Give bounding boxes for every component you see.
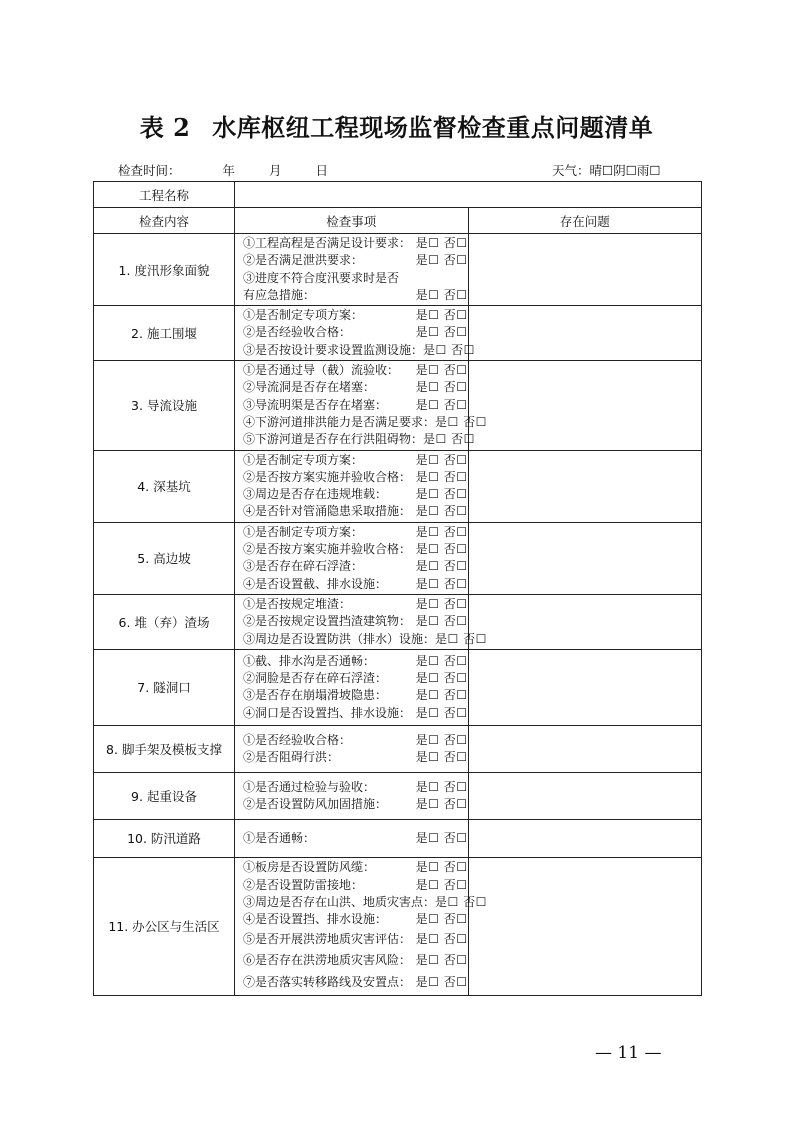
yes-no-checkboxes[interactable]: 是☐ 否☐ [415, 732, 468, 747]
check-item-text: ③是否存在崩塌滑坡隐患： [243, 688, 388, 703]
check-item-text: ④下游河道排洪能力是否满足要求： [243, 414, 436, 429]
yes-no-checkboxes[interactable]: 是☐ 否☐ [415, 452, 468, 467]
section-name: 2. 施工围堰 [94, 306, 235, 361]
yes-no-checkboxes[interactable]: 是☐ 否☐ [415, 614, 468, 629]
section-items [235, 522, 469, 594]
check-item [243, 503, 468, 520]
check-item-text: ②导流洞是否存在堵塞： [243, 380, 376, 395]
check-item [243, 779, 468, 796]
yes-no-checkboxes[interactable]: 是☐ 否☐ [415, 974, 468, 989]
check-item [243, 524, 468, 541]
check-item-text: ②洞脸是否存在碎石浮渣： [243, 671, 388, 686]
section-row [94, 725, 702, 772]
check-item-text: ③周边是否设置防洪（排水）设施： [243, 631, 436, 646]
yes-no-checkboxes[interactable]: 是☐ 否☐ [415, 542, 468, 557]
check-item [243, 576, 468, 593]
existing-problems-cell[interactable] [468, 772, 702, 819]
existing-problems-cell[interactable] [468, 234, 702, 306]
yes-no-checkboxes[interactable]: 是☐ 否☐ [423, 342, 475, 357]
check-item-text: ②是否按方案实施并验收合格： [243, 469, 412, 484]
check-item [243, 307, 468, 324]
check-item-text: ②是否满足泄洪要求： [243, 253, 364, 268]
yes-no-checkboxes[interactable]: 是☐ 否☐ [435, 414, 487, 429]
check-item-text: ①是否制定专项方案： [243, 308, 364, 323]
project-name-label: 工程名称 [94, 182, 235, 208]
check-item [243, 613, 468, 630]
yes-no-checkboxes[interactable]: 是☐ 否☐ [415, 487, 468, 502]
section-name: 6. 堆（弃）渣场 [94, 594, 235, 649]
check-item [243, 379, 468, 396]
check-item [243, 670, 468, 687]
table-title-text: 水库枢纽工程现场监督检查重点问题清单 [212, 113, 654, 142]
check-item [243, 732, 468, 749]
check-item-text: ①是否制定专项方案： [243, 524, 364, 539]
section-name: 4. 深基坑 [94, 450, 235, 522]
check-item [243, 596, 468, 613]
yes-no-checkboxes[interactable]: 是☐ 否☐ [415, 796, 468, 811]
check-item-text: ②是否阻碍行洪： [243, 749, 340, 764]
check-item [243, 270, 468, 287]
yes-no-checkboxes[interactable]: 是☐ 否☐ [415, 576, 468, 591]
check-item [243, 431, 475, 448]
section-items [235, 649, 469, 725]
section-name: 5. 高边坡 [94, 522, 235, 594]
check-item-text: ④是否针对管涌隐患采取措施： [243, 504, 412, 519]
section-name: 10. 防汛道路 [94, 819, 235, 857]
existing-problems-cell[interactable] [468, 725, 702, 772]
existing-problems-cell[interactable] [468, 594, 702, 649]
page-number: — 11 — [595, 1043, 662, 1063]
yes-no-checkboxes[interactable]: 是☐ 否☐ [415, 504, 468, 519]
yes-no-checkboxes[interactable]: 是☐ 否☐ [415, 397, 468, 412]
check-item [243, 558, 468, 575]
yes-no-checkboxes[interactable]: 是☐ 否☐ [415, 596, 468, 611]
section-items [235, 361, 487, 450]
yes-no-checkboxes[interactable]: 是☐ 否☐ [415, 469, 468, 484]
section-items [235, 725, 469, 772]
project-name-row [94, 182, 702, 208]
section-items [235, 234, 469, 306]
yes-no-checkboxes[interactable]: 是☐ 否☐ [415, 236, 468, 250]
check-item-text: ③是否按设计要求设置监测设施： [243, 342, 424, 357]
yes-no-checkboxes[interactable]: 是☐ 否☐ [415, 524, 468, 539]
yes-no-checkboxes[interactable]: 是☐ 否☐ [423, 432, 475, 447]
section-name: 8. 脚手架及模板支撑 [94, 725, 235, 772]
check-item-text: ①截、排水沟是否通畅： [243, 653, 376, 668]
yes-no-checkboxes[interactable]: 是☐ 否☐ [415, 953, 468, 968]
yes-no-checkboxes[interactable]: 是☐ 否☐ [415, 380, 468, 395]
check-item [243, 877, 468, 894]
document-title [0, 108, 793, 143]
section-row [94, 450, 702, 522]
section-name: 9. 起重设备 [94, 772, 235, 819]
check-item [243, 452, 468, 469]
section-row [94, 361, 702, 450]
check-item [243, 929, 468, 951]
header-existing-problems: 存在问题 [468, 208, 702, 234]
section-items [235, 819, 469, 857]
yes-no-checkboxes[interactable]: 是☐ 否☐ [415, 688, 468, 703]
section-row [94, 772, 702, 819]
yes-no-checkboxes[interactable]: 是☐ 否☐ [415, 253, 468, 268]
yes-no-checkboxes[interactable]: 是☐ 否☐ [415, 860, 468, 875]
yes-no-checkboxes[interactable]: 是☐ 否☐ [415, 749, 468, 764]
section-name: 3. 导流设施 [94, 361, 235, 450]
existing-problems-cell[interactable] [468, 819, 702, 857]
existing-problems-cell[interactable] [468, 649, 702, 725]
yes-no-checkboxes[interactable]: 是☐ 否☐ [435, 895, 487, 910]
header-inspection-content: 检查内容 [94, 208, 235, 234]
header-inspection-items: 检查事项 [235, 208, 469, 234]
yes-no-checkboxes[interactable]: 是☐ 否☐ [415, 877, 468, 892]
check-item-text: ②是否按方案实施并验收合格： [243, 542, 412, 557]
check-item [243, 859, 468, 876]
check-item-text: ②是否经验收合格： [243, 325, 352, 340]
table-number: 表 2 [139, 113, 191, 142]
check-item [243, 469, 468, 486]
yes-no-checkboxes[interactable]: 是☐ 否☐ [415, 287, 468, 302]
yes-no-checkboxes[interactable]: 是☐ 否☐ [415, 705, 468, 720]
yes-no-checkboxes[interactable]: 是☐ 否☐ [415, 671, 468, 686]
check-item [243, 486, 468, 503]
inspection-time [118, 161, 334, 179]
check-item-text: ④是否设置挡、排水设施： [243, 912, 388, 927]
check-item [243, 631, 487, 648]
section-items [235, 857, 487, 995]
section-row [94, 594, 702, 649]
check-item-text: ③周边是否存在违规堆载： [243, 487, 388, 502]
yes-no-checkboxes[interactable]: 是☐ 否☐ [415, 308, 468, 323]
check-item-text: ③周边是否存在山洪、地质灾害点： [243, 895, 436, 910]
section-name: 1. 度汛形象面貌 [94, 234, 235, 306]
check-item-text: ⑤下游河道是否存在行洪阻碍物： [243, 432, 424, 447]
check-item [243, 252, 468, 269]
existing-problems-cell[interactable] [468, 857, 702, 995]
yes-no-checkboxes[interactable]: 是☐ 否☐ [415, 779, 468, 794]
check-item-text: ②是否按规定设置挡渣建筑物： [243, 614, 412, 629]
section-row [94, 306, 702, 361]
check-item [243, 705, 468, 722]
check-item [243, 796, 468, 813]
yes-no-checkboxes[interactable]: 是☐ 否☐ [415, 931, 468, 946]
check-item-text: ①是否制定专项方案： [243, 452, 364, 467]
check-item [243, 687, 468, 704]
check-item [243, 362, 468, 379]
check-item-text: ①板房是否设置防风缆： [243, 860, 376, 875]
yes-no-checkboxes[interactable]: 是☐ 否☐ [435, 631, 487, 646]
check-item [243, 972, 468, 994]
yes-no-checkboxes[interactable]: 是☐ 否☐ [415, 363, 468, 378]
section-items [235, 306, 475, 361]
section-row [94, 819, 702, 857]
check-item [243, 830, 468, 847]
check-item-text: ①是否通过检验与验收： [243, 779, 376, 794]
check-item-text: ③导流明渠是否存在堵塞： [243, 397, 388, 412]
section-items [235, 772, 469, 819]
check-item [243, 287, 468, 304]
check-item-text: ④是否设置截、排水设施： [243, 576, 388, 591]
check-item [243, 414, 487, 431]
check-item-text: ④洞口是否设置挡、排水设施： [243, 705, 412, 720]
section-row [94, 234, 702, 306]
yes-no-checkboxes[interactable]: 是☐ 否☐ [415, 559, 468, 574]
existing-problems-cell[interactable] [468, 522, 702, 594]
check-item [243, 235, 468, 252]
section-items [235, 450, 469, 522]
inspection-date-placeholder: 年 月 日 [222, 163, 334, 178]
check-item-text: ①工程高程是否满足设计要求： [243, 236, 412, 250]
check-item [243, 653, 468, 670]
yes-no-checkboxes[interactable]: 是☐ 否☐ [415, 830, 468, 845]
section-row [94, 649, 702, 725]
check-item-text: ⑥是否存在洪涝地质灾害风险： [243, 953, 412, 968]
section-row [94, 522, 702, 594]
inspection-checklist-table [93, 181, 702, 996]
check-item-text: ①是否通畅： [243, 830, 316, 845]
section-name: 11. 办公区与生活区 [94, 857, 235, 995]
check-item [243, 324, 468, 341]
check-item-text: ⑦是否落实转移路线及安置点： [243, 974, 412, 989]
check-item [243, 911, 468, 928]
check-item-text: ②是否设置防风加固措施： [243, 796, 388, 811]
check-item [243, 749, 468, 766]
check-item-text: ②是否设置防雷接地： [243, 877, 364, 892]
existing-problems-cell[interactable] [468, 306, 702, 361]
check-item [243, 950, 468, 972]
check-item-text: ①是否按规定堆渣： [243, 596, 352, 611]
section-row [94, 857, 702, 995]
check-item-text: ⑤是否开展洪涝地质灾害评估： [243, 931, 412, 946]
check-item [243, 894, 487, 911]
section-items [235, 594, 487, 649]
existing-problems-cell[interactable] [468, 361, 702, 450]
check-item [243, 342, 475, 359]
check-item-text: ①是否经验收合格： [243, 732, 352, 747]
yes-no-checkboxes[interactable]: 是☐ 否☐ [415, 325, 468, 340]
yes-no-checkboxes[interactable]: 是☐ 否☐ [415, 912, 468, 927]
check-item-text: ①是否通过导（截）流验收： [243, 363, 400, 378]
header-row [94, 208, 702, 234]
check-item-text: ③是否存在碎石浮渣： [243, 559, 364, 574]
check-item [243, 541, 468, 558]
weather-field: 天气：晴☐阴☐雨☐ [552, 163, 661, 178]
check-item-text: 有应急措施： [243, 287, 316, 302]
yes-no-checkboxes[interactable]: 是☐ 否☐ [415, 653, 468, 668]
check-item-text: ③进度不符合度汛要求时是否 [243, 270, 400, 285]
existing-problems-cell[interactable] [468, 450, 702, 522]
inspection-time-label: 检查时间： [118, 163, 181, 178]
section-name: 7. 隧洞口 [94, 649, 235, 725]
project-name-value[interactable] [235, 182, 702, 208]
check-item [243, 397, 468, 414]
